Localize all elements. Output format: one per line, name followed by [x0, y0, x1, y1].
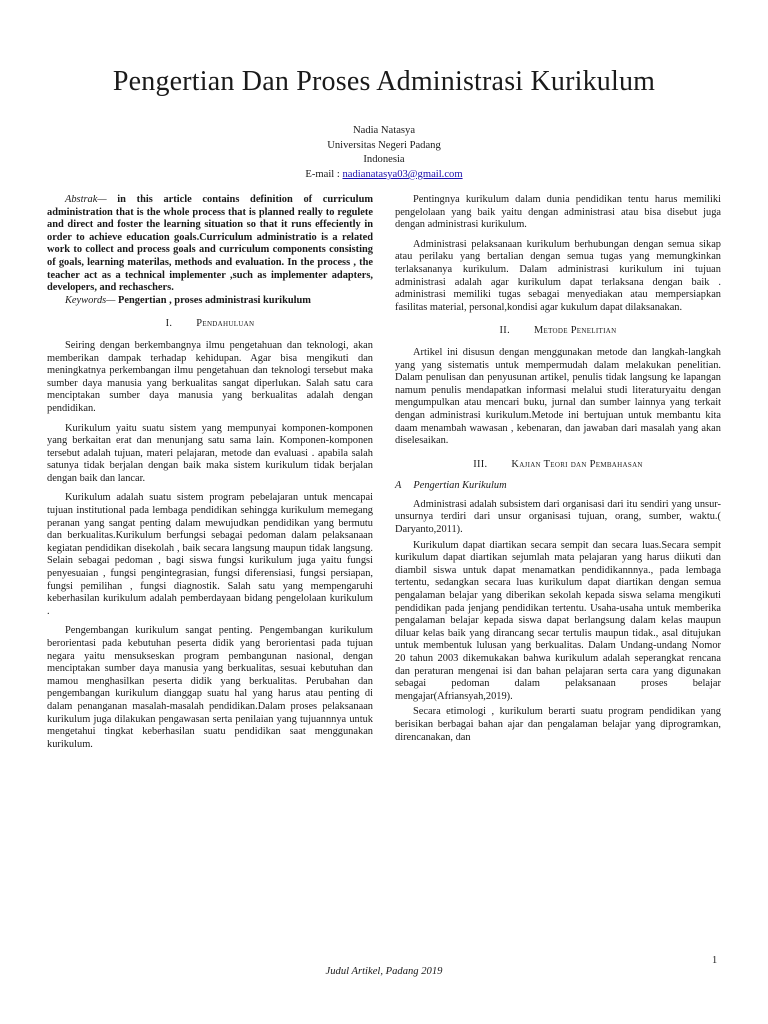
abstract	[47, 194, 373, 295]
page-number: 1	[712, 955, 718, 966]
section-heading-pendahuluan	[47, 318, 373, 331]
section-title: Metode Penelitian	[533, 325, 617, 337]
section-heading-kajian	[395, 459, 721, 472]
abstract-text: in this article contains definition of curriculum administration that is the whole process that is planned really to regulete and direct and foster the learning situation so that it runs effeciently in order to achieve education goals.Curriculum administratio is a related work to collect and process goals and curriculum components consisting of goals, learning materilas, methods and evaluation. In the process , the teacher act as a technical implementer ,such as implementer adapters, developers, and rechaschers.	[47, 194, 373, 294]
keywords-lead: Keywords—	[65, 294, 116, 306]
keywords	[47, 295, 373, 308]
paragraph: Kurikulum adalah suatu sistem program pebelajaran untuk mencapai tujuan institutional pada lembaga pendidikan sehingga kurikulum memegang peranan yang sangat penting dalam mewujudkan pendidikan yang bermutu dan berkualitas.Kurikulum berfungsi sebagai pedoman dalam pelaksanaan kegiatan pendidikan disekolah , baik secara langsung maupun tidak langsung. Selain sebagai pedoman , bagi siswa fungsi kurikulum juga yaitu fungsi penyesuaian , fungsi pengintegrasian, fungsi diferensiasi, fungsi persiapan, fungsi pemilihan , fungsi diagnostik. Salah satu yang mempengaruhi keberhasilan kurikulum adalah pemberdayaan bidang pengelolaan kurikulum .	[47, 492, 373, 617]
author-name: Nadia Natasya	[352, 125, 416, 136]
author-institution: Universitas Negeri Padang	[327, 139, 441, 151]
section-number: II.	[499, 325, 510, 337]
paragraph: Administrasi pelaksanaan kurikulum berhubungan dengan semua sikap atau perilaku yang bertalian dengan semua tugas yang memungkinkan terlaksananya kurikulum. Dalam administrasi kurikulum ini tujuan administrasi adalah agar kurikulum dapat terlaksana dengan baik . administrasi memiliki tugas sebagai menyediakan atau mempersiapkan fasilitas material, personal,kondisi agar kukulum dapat dilaksanakan.	[395, 238, 721, 313]
paragraph: Administrasi adalah subsistem dari organisasi dari itu sendiri yang unsur-unsurnya terdiri dari unsur organisasi tujuan, orang, sumber, waktu.( Daryanto,2011).	[395, 498, 721, 536]
email-link[interactable]: nadianatasya03@gmail.com	[342, 168, 463, 180]
section-number: III.	[473, 458, 488, 470]
paragraph: Pentingnya kurikulum dalam dunia pendidikan tentu harus memiliki pengelolaan yang baik yaitu dengan administrasi atau bisa disebut juga dengan administrasi kurikulum.	[395, 194, 721, 231]
section-title: Pendahuluan	[196, 318, 255, 330]
page-footer: Judul Artikel, Padang 2019	[325, 966, 443, 977]
paragraph: Seiring dengan berkembangnya ilmu pengetahuan dan teknologi, akan memberikan dampak terhadap kehidupan. Agar bisa mengikuti dan meningkatnya perkembangan ilmu pengetahuan dan teknologi tersebut maka sumber daya manusia yang berkualitas sangat diperlukan. Salah satu cara menciptakan sumber daya manusia yang berkualitas adalah dengan pendidikan.	[47, 339, 373, 414]
left-column	[47, 194, 373, 751]
right-column	[395, 194, 721, 744]
paper-title: Pengertian Dan Proses Administrasi Kurikulum	[112, 66, 656, 97]
paragraph: Kurikulum dapat diartikan secara sempit dan secara luas.Secara sempit kurikulum dapat diartikan sejumlah mata pelajaran yang harus diikuti dan diambil siswa untuk dapat menamatkan pendidikannnya., pada lembaga tertentu, sedangkan secara luas kurikulum dapat diartikan dengan semua pengalaman belajar yang diberikan sekolah kepada siswa selama mengikuti pendidikan pada jenjang pendidikan tertentu. Usaha-usaha untuk memberika pengalaman belajar kepada siswa dapat berlangsung dalam kelas maupun diluar kelas baik yang dirancang secar tertulis maupun tidak., asal ditujukan untuk membentuk lulusan yang berkualitas. Dalam Undang-undang Nomor 20 tahun 2003 dikemukakan bahwa kurikulum adalah seperangkat rencana dan peraturan mengenai isi dan bahan pelajaran serta cara yang digunakan sebagai pedoman dalam pelaksanaan proses belajar mengajar(Afriansyah,2019).	[395, 539, 721, 702]
subsection-heading-pengertian	[395, 480, 721, 493]
paragraph: Secara etimologi , kurikulum berarti suatu program pendidikan yang berisikan berbagai bahan ajar dan pengalaman belajar yang diprogramkan, direncanakan, dan	[395, 706, 721, 743]
abstract-lead: Abstrak—	[65, 194, 107, 205]
paragraph: Pengembangan kurikulum sangat penting. Pengembangan kurikulum berorientasi pada kebutuhan peserta didik yang berorientasi pada tujuan negara yaitu mensukseskan program pembangunan nasional, dengan menciptakan sumber daya manusia yang berkualitas, sesuai kebutuhan dan mamou menghasilkan peserta didik yang berkualitas. Perubahan dan pengembangan kurikulum dianggap suatu hal yang harus atau penting di dalam penanganan masalah-masalah pendidikan.Dalam proses pelaksanaan kurikulum juga dilakukan pengawasan serta penilaian yang tujuannnya untuk mengetahui tingkat keberhasilan suatu pendidikan saat menggunakan kurikulum.	[47, 625, 373, 750]
section-title: Kajian Teori dan Pembahasan	[511, 458, 643, 470]
subsection-number: A	[395, 480, 402, 492]
section-number: I.	[165, 318, 173, 330]
subsection-title: Pengertian Kurikulum	[413, 480, 507, 492]
section-heading-metode	[395, 325, 721, 338]
keywords-text: Pengertian , proses administrasi kurikulum	[115, 294, 311, 306]
paragraph: Artikel ini disusun dengan menggunakan metode dan langkah-langkah yang yang sistematis untuk mempermudah dalam melakukan penelitian. Dalam penulisan dan penyusunan artikel, penulis tidak langsung ke lapangan namum penulis mendapatkan informasi melalui studi literaturyaitu dengan mengumpulkan atau mencari buku, jurnal dan sumber lainnya yang terkait dengan administrasi kurikulum.Metode ini bertujuan untuk membantu kita daam menambah wawasan , kebenaran, dan jawaban dari masalah yang akan diselesaikan.	[395, 346, 721, 447]
author-country: Indonesia	[363, 154, 405, 166]
email-label: E-mail :	[305, 168, 343, 180]
author-block	[0, 124, 768, 182]
author-email-line	[0, 168, 768, 183]
paragraph: Kurikulum yaitu suatu sistem yang mempunyai komponen-komponen yang berkaitan erat dan menunjang satu sama lain. Komponen-komponen tersebut adalah tujuan, materi pelajaran, metode dan evaluasi . apabila salah satunya tidak berjalan dengan baik maka sistem kurikulum tidak berjalan dengan baik dan lancar.	[47, 422, 373, 484]
